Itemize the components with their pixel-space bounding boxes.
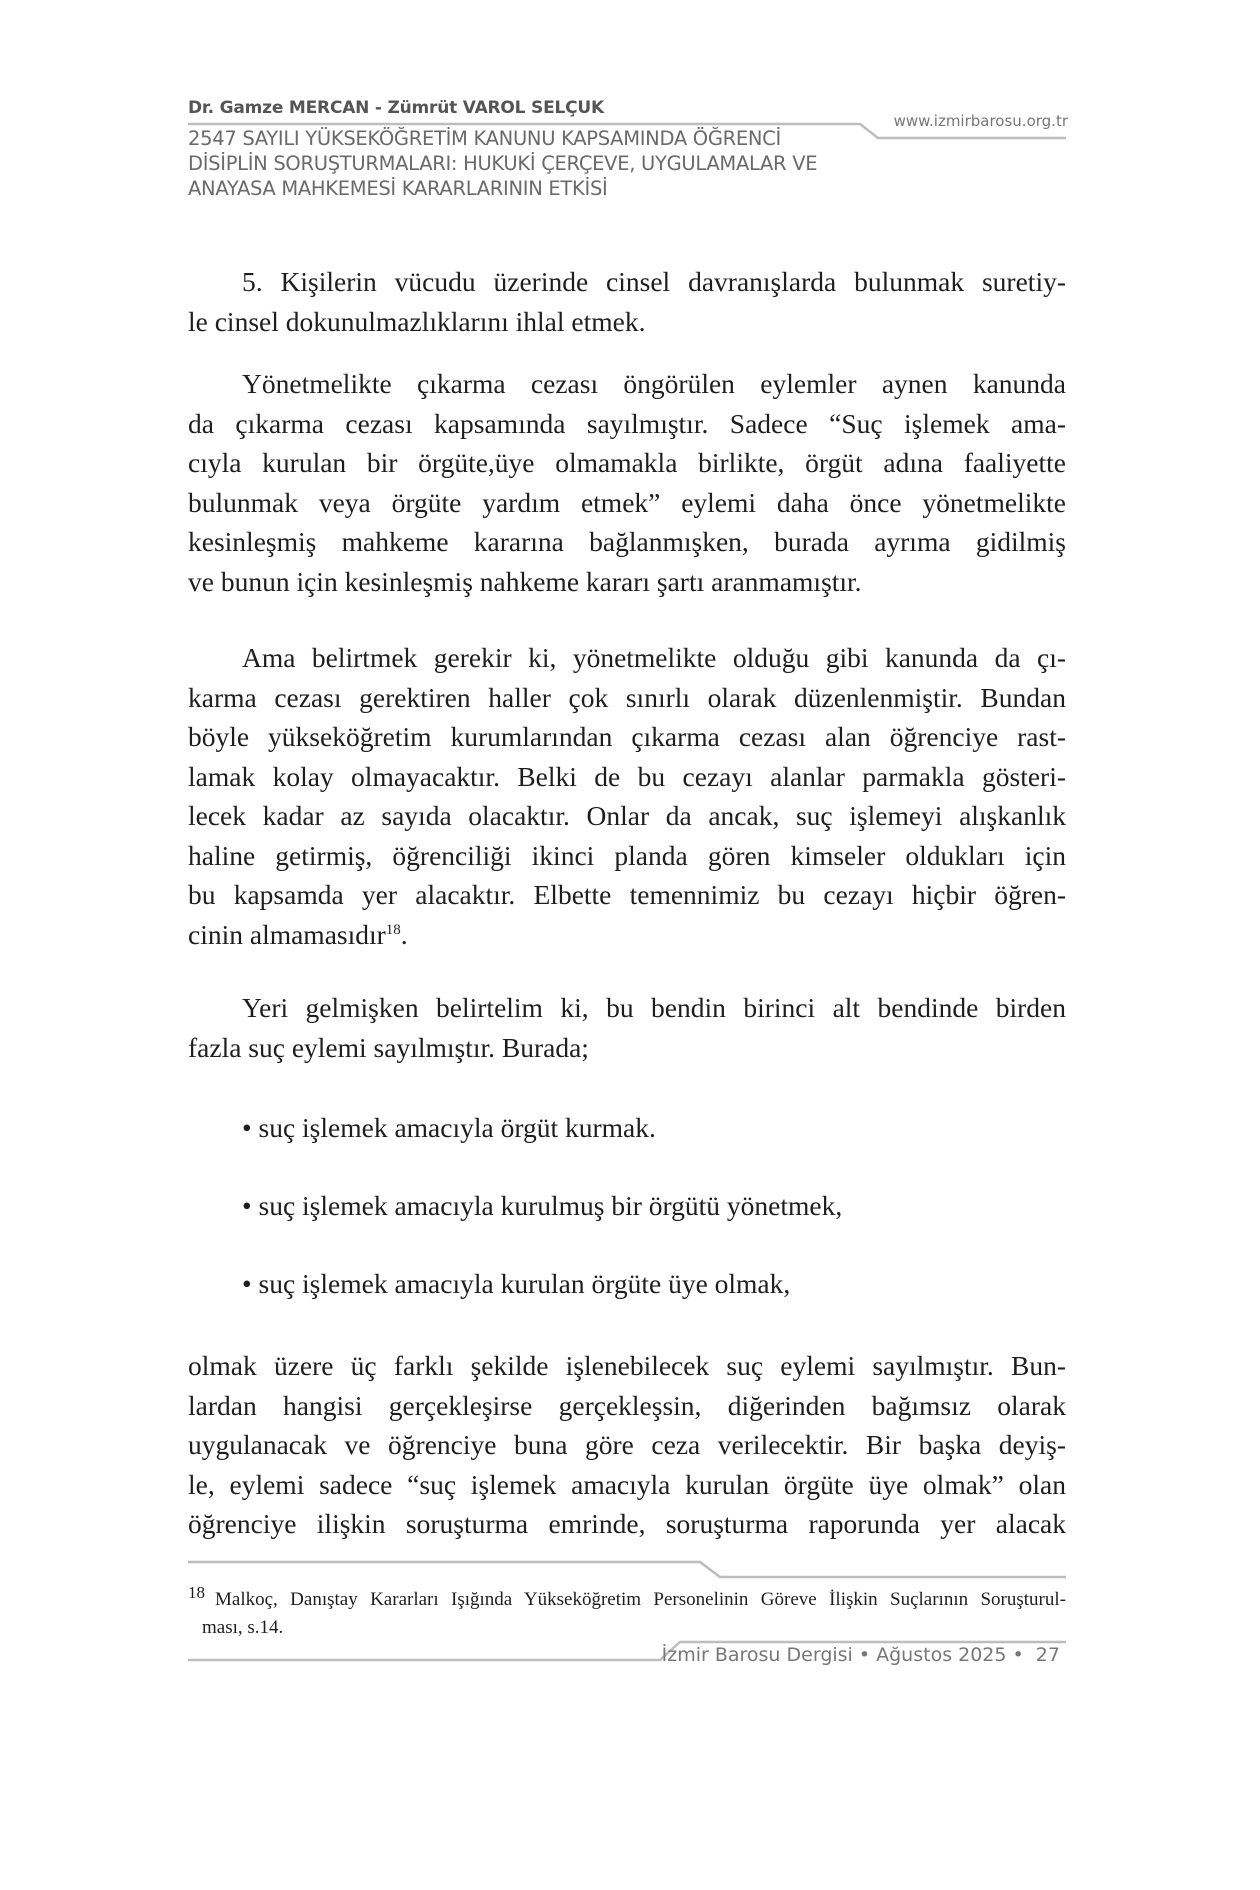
text-line: 5. Kişilerin vücudu üzerinde cinsel davranışlarda bulunmak suretiy- <box>242 266 1066 297</box>
text-line: Yeri gelmişken belirtelim ki, bu bendin birinci alt bendinde birden <box>242 992 1066 1023</box>
title-line: ANAYASA MAHKEMESİ KARARLARININ ETKİSİ <box>188 177 608 200</box>
header-article-title <box>188 126 817 201</box>
paragraph-3 <box>188 638 1066 954</box>
text-line: öğrenciye ilişkin soruşturma emrinde, soruşturma raporunda yer alacak <box>188 1508 1066 1539</box>
list-item: • suç işlemek amacıyla kurulan örgüte üye olmak, <box>242 1268 791 1299</box>
text-line <box>188 915 1066 955</box>
text-line: fazla suç eylemi sayılmıştır. Burada; <box>188 1031 589 1063</box>
text-line: uygulanacak ve öğrenciye buna göre ceza verilecektir. Bir başka deyiş- <box>188 1429 1066 1460</box>
text-line: olmak üzere üç farklı şekilde işlenebilecek suç eylemi sayılmıştır. Bun- <box>188 1350 1066 1381</box>
text-fragment: . <box>400 918 408 950</box>
bullet-list <box>188 1186 1066 1226</box>
text-line: cıyla kurulan bir örgüte,üye olmamakla birlikte, örgüt adına faaliyette <box>188 447 1066 478</box>
header-authors: Dr. Gamze MERCAN - Zümrüt VAROL SELÇUK <box>188 98 604 118</box>
title-line: 2547 SAYILI YÜKSEKÖĞRETİM KANUNU KAPSAMINDA ÖĞRENCİ <box>188 127 781 150</box>
text-line: le, eylemi sadece “suç işlemek amacıyla kurulan örgüte üye olmak” olan <box>188 1468 1066 1500</box>
text-line: Ama belirtmek gerekir ki, yönetmelikte olduğu gibi kanunda da çı- <box>242 642 1066 673</box>
title-line: DİSİPLİN SORUŞTURMALARI: HUKUKİ ÇERÇEVE, UYGULAMALAR VE <box>188 152 818 175</box>
text-line: bu kapsamda yer alacaktır. Elbette temennimiz bu cezayı hiçbir öğren- <box>188 879 1066 910</box>
footnote-text: ması, s.14. <box>202 1617 284 1638</box>
bullet-list <box>188 1108 1066 1148</box>
text-line: da çıkarma cezası kapsamında sayılmıştır. Sadece “Suç işlemek ama- <box>188 407 1066 439</box>
footnote-number: 18 <box>188 1583 205 1602</box>
footnote <box>188 1583 1066 1642</box>
text-line: kesinleşmiş mahkeme kararına bağlanmışken, burada ayrıma gidilmiş <box>188 526 1066 557</box>
bullet-list <box>188 1264 1066 1304</box>
text-line: lecek kadar az sayıda olacaktır. Onlar da ancak, suç işlemeyi alışkanlık <box>188 800 1066 831</box>
text-line: lardan hangisi gerçekleşirse gerçekleşsin, diğerinden bağımsız olarak <box>188 1389 1066 1421</box>
text-line: böyle yükseköğretim kurumlarından çıkarma cezası alan öğrenciye rast- <box>188 721 1066 752</box>
page-footer: İzmir Barosu Dergisi • Ağustos 2025 • 27 <box>661 1644 1060 1666</box>
text-line: bulunmak veya örgüte yardım etmek” eylemi daha önce yönetmelikte <box>188 486 1066 518</box>
list-item: • suç işlemek amacıyla örgüt kurmak. <box>242 1112 656 1143</box>
text-line: Yönetmelikte çıkarma cezası öngörülen eylemler aynen kanunda <box>242 368 1066 399</box>
text-line: lamak kolay olmayacaktır. Belki de bu cezayı alanlar parmakla gösteri- <box>188 760 1066 792</box>
paragraph-4 <box>188 988 1066 1067</box>
footnote-line <box>188 1583 1066 1614</box>
footnote-text: Malkoç, Danıştay Kararları Işığında Yükseköğretim Personelinin Göreve İlişkin Suçlarının Soruşturul- <box>215 1589 1066 1610</box>
paragraph-1 <box>188 262 1066 341</box>
list-item: • suç işlemek amacıyla kurulmuş bir örgütü yönetmek, <box>242 1190 843 1221</box>
paragraph-2 <box>188 364 1066 601</box>
footnote-reference[interactable]: 18 <box>385 921 401 938</box>
text-line: le cinsel dokunulmazlıklarını ihlal etmek. <box>188 305 646 337</box>
text-fragment: cinin almamasıdır <box>188 918 386 950</box>
text-line: haline getirmiş, öğrenciliği ikinci planda gören kimseler oldukları için <box>188 839 1066 871</box>
text-line: karma cezası gerektiren haller çok sınırlı olarak düzenlenmiştir. Bundan <box>188 681 1066 713</box>
text-line: ve bunun için kesinleşmiş nahkeme kararı şartı aranmamıştır. <box>188 565 862 597</box>
header-website: www.izmirbarosu.org.tr <box>893 112 1068 130</box>
paragraph-5 <box>188 1346 1066 1544</box>
